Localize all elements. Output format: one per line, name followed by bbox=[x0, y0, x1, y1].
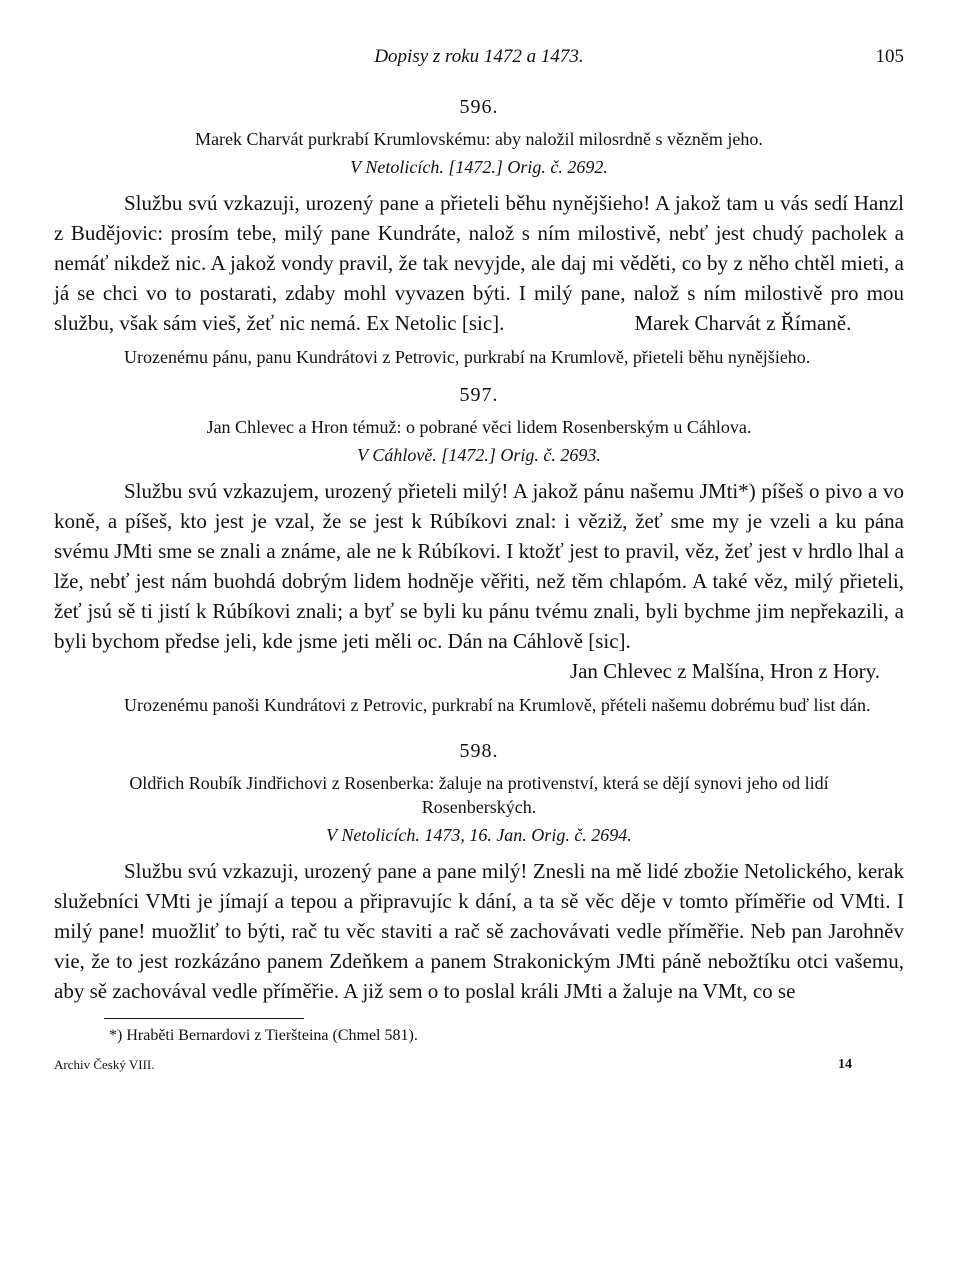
letter-597 bbox=[54, 384, 904, 718]
letter-body: Službu svú vzkazuji, urozený pane a pane milý! Znesli na mě lidé zbožie Netolického, kerak služebníci VMti je jímají a tepou a připravujíc k dání, a ta sě věc děje v tomto příměřie od VMti. I milý pane! muožliť to býti, rač tu věc staviti a rač sě zachovávati vedle příměřie. Neb pan Jarohněv vie, že to jest rozkázáno panem Zdeňkem a panem Strakonickým JMti páně nebožtíku otci vašemu, aby sě zachovával vedle příměřie. A již sem o to poslal králi JMti a žaluje na VMt, co se bbox=[54, 859, 904, 1003]
letter-598 bbox=[54, 740, 904, 1006]
letter-summary: Jan Chlevec a Hron témuž: o pobrané věci lidem Rosenberským u Cáhlova. bbox=[206, 417, 752, 437]
letter-signature: Jan Chlevec z Malšína, Hron z Hory. bbox=[569, 659, 880, 683]
letter-place-date: V Netolicích. [1472.] Orig. č. 2692. bbox=[350, 157, 608, 177]
letter-address: Urozenému panoši Kundrátovi z Petrovic, purkrabí na Krumlově, přételi našemu dobrému buď list dán. bbox=[124, 695, 871, 715]
footnote: *) Hraběti Bernardovi z Tieršteina (Chmel 581). bbox=[109, 1027, 418, 1044]
letter-number: 597. bbox=[459, 384, 499, 406]
page bbox=[54, 44, 904, 1077]
running-title: Dopisy z roku 1472 a 1473. bbox=[374, 46, 584, 67]
sheet-number: 14 bbox=[838, 1057, 852, 1072]
letter-596 bbox=[54, 96, 904, 370]
letter-address: Urozenému pánu, panu Kundrátovi z Petrovic, purkrabí na Krumlově, přieteli běhu nynějšieho. bbox=[124, 347, 811, 367]
letter-place-date: V Netolicích. 1473, 16. Jan. Orig. č. 2694. bbox=[326, 825, 632, 845]
letter-number: 598. bbox=[459, 740, 499, 762]
letter-number: 596. bbox=[459, 96, 499, 118]
letter-summary: Marek Charvát purkrabí Krumlovskému: aby naložil milosrdně s vězněm jeho. bbox=[195, 129, 763, 149]
signature-mark: Archiv Český VIII. bbox=[54, 1057, 155, 1072]
letter-body: Službu svú vzkazujem, urozený přieteli milý! A jakož pánu našemu JMti*) píšeš o pivo a vo koně, a píšeš, kto jest je vzal, že se jest k Rúbíkovi znal: i věziž, žeť sme my je vzeli a ku pána svému JMti sme se znali a známe, ale ne k Rúbíkovi. I ktožť jest to pravil, věz, žeť jest v hrdlo lhal a lže, nebť jest nám buohdá dobrým lidem hodněje věřiti, než těm chlapóm. A také věz, milý přieteli, žeť jsú sě ti jistí k Rúbíkovi znali; a byť se byli ku pánu tvému znali, byli bychme jim nepřekazili, a byli bychom předse jeli, kde jsme jeti měli oc. Dán na Cáhlově [sic]. bbox=[54, 479, 904, 653]
letter-place-date: V Cáhlově. [1472.] Orig. č. 2693. bbox=[357, 445, 601, 465]
letter-summary: Oldřich Roubík Jindřichovi z Rosenberka: žaluje na protivenství, která se dějí synovi jeho od lidí Rosenberských. bbox=[129, 773, 829, 817]
page-footer bbox=[54, 1057, 904, 1077]
page-number: 105 bbox=[875, 46, 904, 67]
letter-signature: Marek Charvát z Římaně. bbox=[634, 311, 852, 335]
letter-body: Službu svú vzkazuji, urozený pane a přieteli běhu nynějšieho! A jakož tam u vás sedí Hanzl z Budějovic: prosím tebe, milý pane Kundráte, nalož s ním milostivě, nebť jest chudý pacholek a nemáť nikdež nic. A jakož vondy pravil, že tak nevyjde, ale daj mi věděti, co by z něho chtěl mieti, a já se chci vo to postarati, zdaby mohl vyvazen býti. I milý pane, nalož s ním milostivě pro mou službu, však sám vieš, žeť nic nemá. Ex Netolic [sic]. Marek Charvát z Římaně. bbox=[54, 188, 904, 338]
page-header bbox=[54, 44, 904, 72]
footnote-divider bbox=[104, 1018, 304, 1019]
